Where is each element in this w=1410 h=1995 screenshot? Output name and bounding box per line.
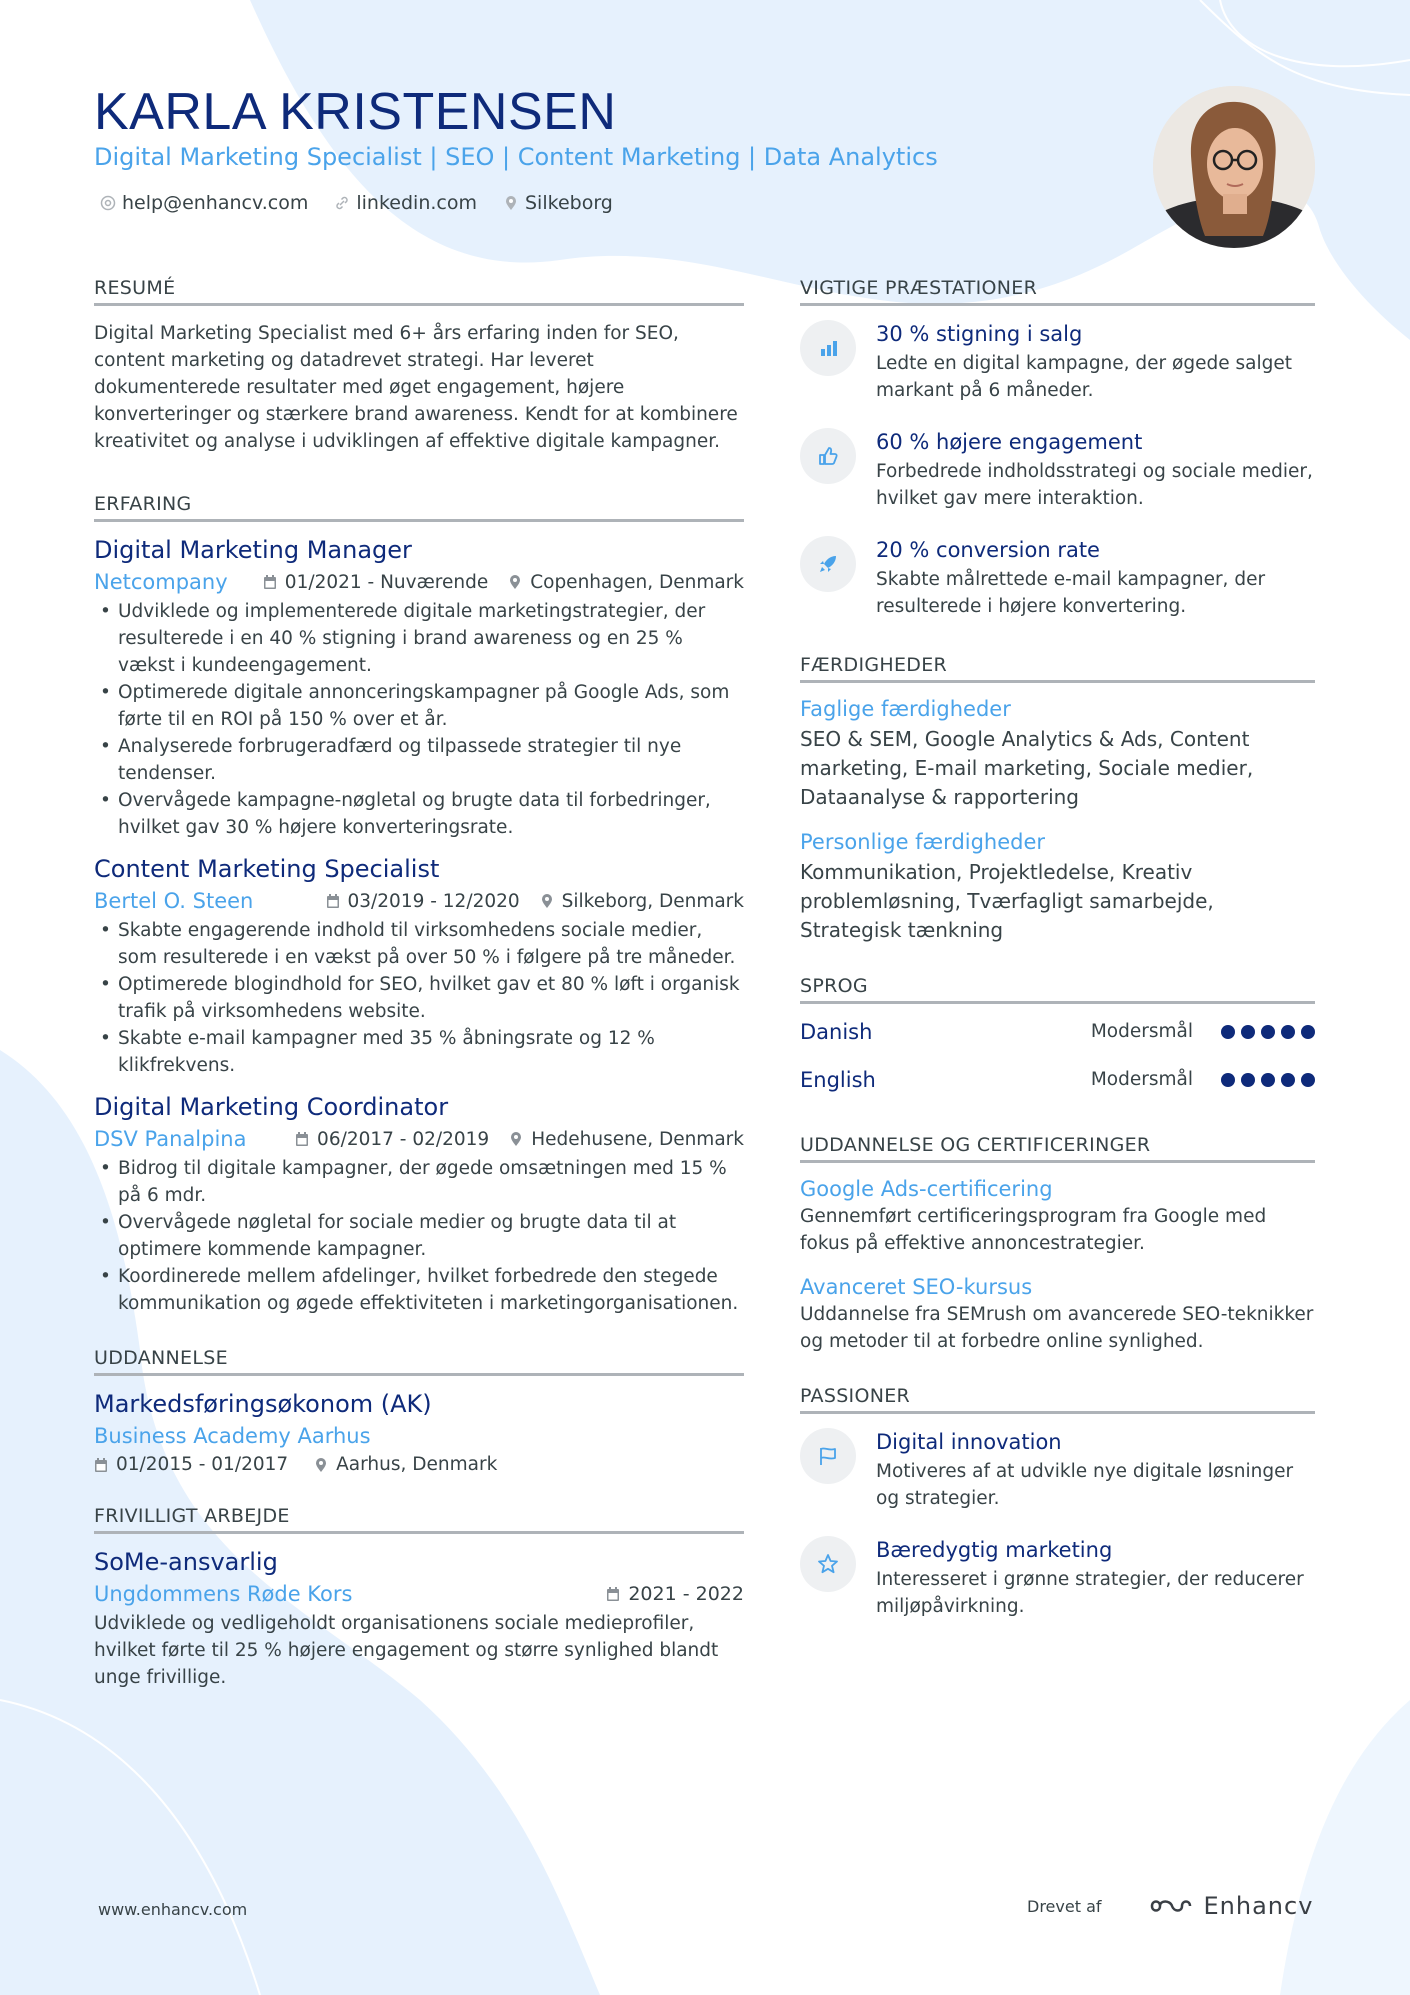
rating-dot — [1301, 1025, 1315, 1039]
language-name: English — [800, 1067, 876, 1092]
location-icon — [314, 1457, 328, 1473]
job-dates: 06/2017 - 02/2019 — [317, 1128, 490, 1150]
contact-location-text: Silkeborg — [525, 192, 613, 214]
contact-email[interactable] — [100, 192, 308, 214]
certification-desc: Gennemført certificeringsprogram fra Google med fokus på effektive annoncestrategier. — [800, 1206, 1267, 1254]
rating-dot — [1221, 1025, 1235, 1039]
calendar-icon — [94, 1457, 108, 1473]
volunteer-org: Ungdommens Røde Kors — [94, 1582, 353, 1606]
job-bullet: • Udviklede og implementerede digitale marketingstrategier, der resulterede i en 40 % stigning i brand awareness og en 25 % vækst i kundeengagement. — [94, 598, 744, 679]
star-icon — [816, 1552, 840, 1576]
volunteer-role: SoMe-ansvarlig — [94, 1548, 278, 1576]
contact-bar — [100, 192, 613, 214]
flag-icon — [816, 1444, 840, 1468]
powered-by-label: Drevet af — [1027, 1896, 1102, 1916]
summary-heading: RESUMÉ — [94, 277, 744, 306]
contact-email-text: help@enhancv.com — [122, 192, 309, 214]
rocket-icon — [816, 552, 840, 576]
volunteer-text: Udviklede og vedligeholdt organisationens sociale medieprofiler, hvilket førte til 25 % højere engagement og større synlighed blandt unge frivillige. — [94, 1613, 719, 1688]
location-icon — [509, 1131, 523, 1147]
achievement-icon-wrap — [800, 428, 856, 484]
achievement-desc: Forbedrede indholdsstrategi og sociale medier, hvilket gav mere interaktion. — [876, 461, 1313, 509]
volunteer-dates: 2021 - 2022 — [628, 1583, 744, 1605]
achievement-title: 60 % højere engagement — [876, 430, 1143, 454]
job-bullet: • Skabte engagerende indhold til virksomhedens sociale medier, som resulterede i en vækst på over 50 % i følgere på tre måneder. — [94, 917, 744, 971]
job-bullet: • Overvågede nøgletal for sociale medier og brugte data til at optimere kommende kampagner. — [94, 1209, 744, 1263]
achievement-item — [800, 320, 1315, 404]
achievement-item — [800, 536, 1315, 620]
school-name: Business Academy Aarhus — [94, 1424, 371, 1448]
languages-heading: SPROG — [800, 975, 1315, 1004]
job-bullet: • Bidrog til digitale kampagner, der øgede omsætningen med 15 % på 6 mdr. — [94, 1155, 744, 1209]
job-location: Hedehusene, Denmark — [531, 1128, 744, 1150]
skill-group-heading: Faglige færdigheder — [800, 697, 1011, 721]
contact-location — [503, 192, 613, 214]
experience-section — [94, 493, 744, 1317]
job-company: DSV Panalpina — [94, 1127, 247, 1151]
job-company: Bertel O. Steen — [94, 889, 254, 913]
profile-photo — [1153, 86, 1315, 248]
languages-section — [800, 975, 1315, 1104]
achievement-icon-wrap — [800, 320, 856, 376]
achievements-heading: VIGTIGE PRÆSTATIONER — [800, 277, 1315, 306]
at-icon — [100, 195, 116, 211]
footer-website[interactable]: www.enhancv.com — [98, 1900, 248, 1919]
enhancv-logo-icon — [1148, 1895, 1194, 1917]
job-entry — [94, 855, 744, 1079]
experience-heading: ERFARING — [94, 493, 744, 522]
achievements-section — [800, 277, 1315, 620]
contact-linkedin-text: linkedin.com — [356, 192, 477, 214]
language-level: Modersmål — [1090, 1021, 1193, 1042]
job-company: Netcompany — [94, 570, 228, 594]
volunteer-section — [94, 1505, 744, 1691]
skill-group-heading: Personlige færdigheder — [800, 830, 1046, 854]
passions-heading: PASSIONER — [800, 1385, 1315, 1414]
skill-group-text: SEO & SEM, Google Analytics & Ads, Content marketing, E-mail marketing, Sociale medier, Dataanalyse & rapportering — [800, 727, 1254, 809]
job-bullet: • Skabte e-mail kampagner med 35 % åbningsrate og 12 % klikfrekvens. — [94, 1025, 744, 1079]
passion-item — [800, 1536, 1315, 1620]
volunteer-heading: FRIVILLIGT ARBEJDE — [94, 1505, 744, 1534]
candidate-name: KARLA KRISTENSEN — [94, 83, 617, 141]
thumbs-up-icon — [816, 444, 840, 468]
rating-dot — [1301, 1073, 1315, 1087]
education-section — [94, 1347, 744, 1475]
brand-name: Enhancv — [1203, 1892, 1314, 1920]
location-icon — [508, 574, 522, 590]
job-dates: 03/2019 - 12/2020 — [347, 890, 520, 912]
job-title: Content Marketing Specialist — [94, 855, 440, 883]
job-location: Copenhagen, Denmark — [530, 571, 744, 593]
achievement-desc: Skabte målrettede e-mail kampagner, der resulterede i højere konvertering. — [876, 569, 1266, 617]
rating-dot — [1241, 1073, 1255, 1087]
skills-section — [800, 654, 1315, 945]
rating-dot — [1261, 1025, 1275, 1039]
rating-dot — [1261, 1073, 1275, 1087]
footer-branding — [1027, 1892, 1313, 1920]
job-bullet: • Optimerede digitale annonceringskampagner på Google Ads, som førte til en ROI på 150 % over et år. — [94, 679, 744, 733]
passions-section — [800, 1385, 1315, 1620]
skill-group-text: Kommunikation, Projektledelse, Kreativ problemløsning, Tværfagligt samarbejde, Strategisk tænkning — [800, 860, 1214, 942]
education-heading: UDDANNELSE — [94, 1347, 744, 1376]
rating-dot — [1241, 1025, 1255, 1039]
certification-title: Google Ads-certificering — [800, 1177, 1053, 1201]
language-level: Modersmål — [1090, 1069, 1193, 1090]
language-row — [800, 1056, 1315, 1104]
skills-heading: FÆRDIGHEDER — [800, 654, 1315, 683]
language-row — [800, 1008, 1315, 1056]
degree-title: Markedsføringsøkonom (AK) — [94, 1390, 432, 1418]
link-icon — [334, 195, 350, 211]
certification-title: Avanceret SEO-kursus — [800, 1275, 1033, 1299]
passion-item — [800, 1428, 1315, 1512]
calendar-icon — [606, 1586, 620, 1602]
language-name: Danish — [800, 1019, 873, 1044]
bar-chart-icon — [816, 336, 840, 360]
education-dates: 01/2015 - 01/2017 — [116, 1454, 289, 1475]
achievement-icon-wrap — [800, 536, 856, 592]
calendar-icon — [295, 1131, 309, 1147]
location-icon — [540, 893, 554, 909]
job-entry — [94, 536, 744, 841]
certifications-section — [800, 1134, 1315, 1355]
job-bullet: • Optimerede blogindhold for SEO, hvilket gav et 80 % løft i organisk trafik på virksomhedens website. — [94, 971, 744, 1025]
job-title: Digital Marketing Manager — [94, 536, 412, 564]
job-bullet: • Overvågede kampagne-nøgletal og brugte data til forbedringer, hvilket gav 30 % højere konverteringsrate. — [94, 787, 744, 841]
passion-desc: Motiveres af at udvikle nye digitale løsninger og strategier. — [876, 1461, 1294, 1509]
rating-dot — [1281, 1025, 1295, 1039]
job-bullet: • Koordinerede mellem afdelinger, hvilket forbedrede den stegede kommunikation og øgede effektiviteten i marketingorganisationen. — [94, 1263, 744, 1317]
location-icon — [503, 195, 519, 211]
headline: Digital Marketing Specialist | SEO | Content Marketing | Data Analytics — [94, 143, 938, 171]
language-rating — [1221, 1073, 1315, 1087]
certifications-heading: UDDANNELSE OG CERTIFICERINGER — [800, 1134, 1315, 1163]
calendar-icon — [326, 893, 340, 909]
achievement-item — [800, 428, 1315, 512]
education-location: Aarhus, Denmark — [336, 1454, 498, 1475]
job-title: Digital Marketing Coordinator — [94, 1093, 449, 1121]
job-entry — [94, 1093, 744, 1317]
calendar-icon — [263, 574, 277, 590]
language-rating — [1221, 1025, 1315, 1039]
summary-text: Digital Marketing Specialist med 6+ års erfaring inden for SEO, content marketing og datadrevet strategi. Har leveret dokumenterede resultater med øget engagement, højere konverteringer og stærkere brand awareness. Kendt for at kombinere kreativitet og analyse i udviklingen af effektive digitale kampagner. — [94, 323, 738, 452]
achievement-title: 20 % conversion rate — [876, 538, 1100, 562]
rating-dot — [1281, 1073, 1295, 1087]
certification-desc: Uddannelse fra SEMrush om avancerede SEO-teknikker og metoder til at forbedre online synlighed. — [800, 1304, 1314, 1352]
achievement-title: 30 % stigning i salg — [876, 322, 1083, 346]
brand-logo[interactable] — [1148, 1892, 1314, 1920]
summary-section — [94, 277, 744, 455]
job-location: Silkeborg, Denmark — [561, 890, 744, 912]
passion-icon-wrap — [800, 1536, 856, 1592]
rating-dot — [1221, 1073, 1235, 1087]
contact-linkedin[interactable] — [334, 192, 477, 214]
achievement-desc: Ledte en digital kampagne, der øgede salget markant på 6 måneder. — [876, 353, 1292, 401]
job-bullet: • Analyserede forbrugeradfærd og tilpassede strategier til nye tendenser. — [94, 733, 744, 787]
passion-title: Bæredygtig marketing — [876, 1538, 1113, 1562]
job-dates: 01/2021 - Nuværende — [284, 571, 489, 593]
passion-desc: Interesseret i grønne strategier, der reducerer miljøpåvirkning. — [876, 1569, 1304, 1617]
passion-icon-wrap — [800, 1428, 856, 1484]
passion-title: Digital innovation — [876, 1430, 1062, 1454]
